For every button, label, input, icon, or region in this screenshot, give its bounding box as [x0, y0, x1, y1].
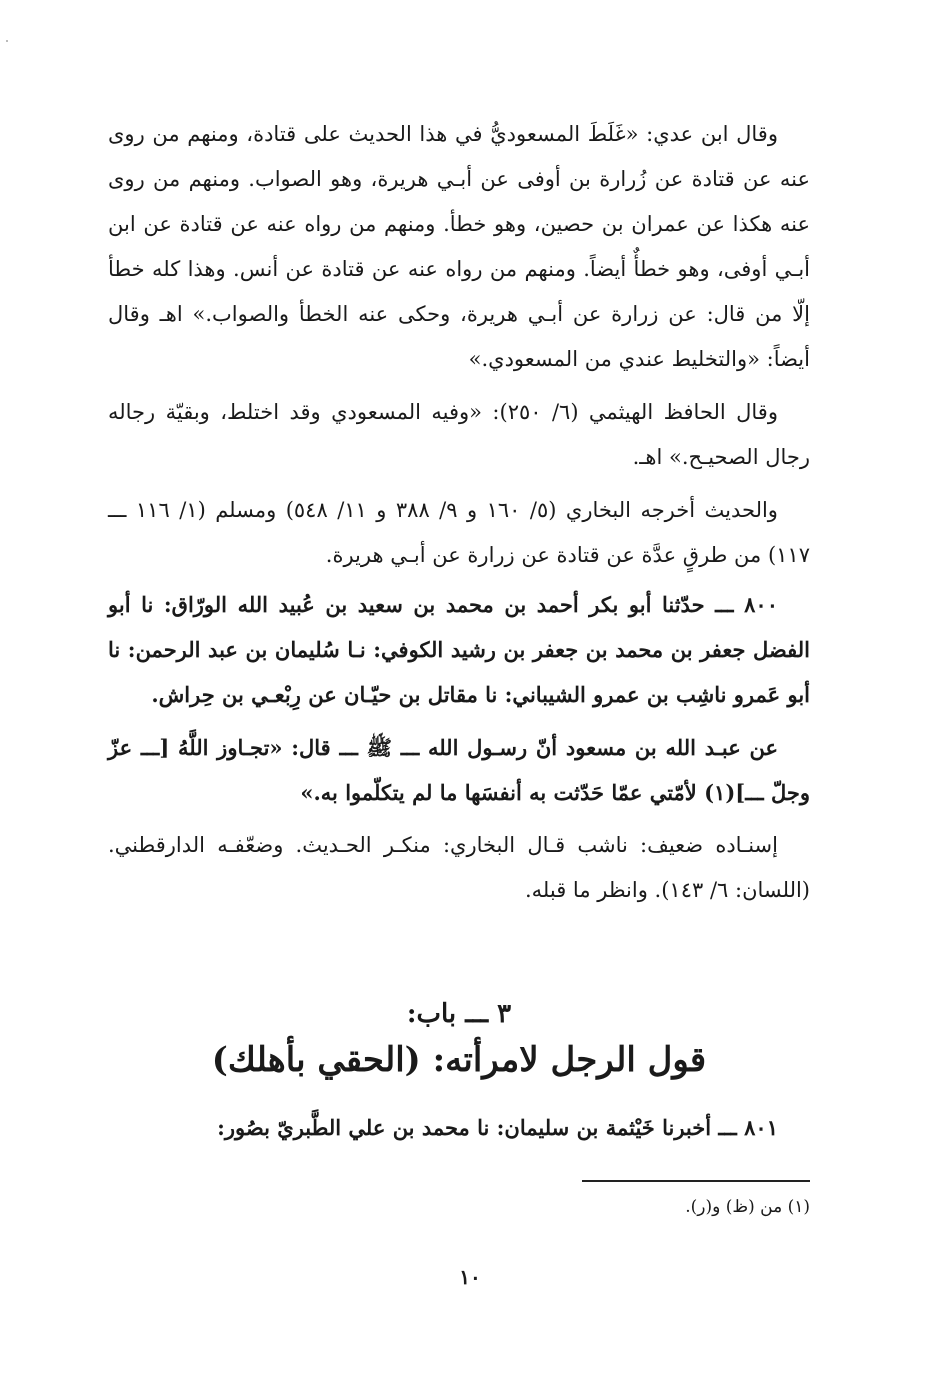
scan-speck [6, 40, 8, 42]
hadith-800-isnad: ٨٠٠ ـــ حدّثنا أبو بكر أحمد بن محمد بن سعيد بن عُبيد الله الورّاق: نا أبو الفضل جعفر بن محمد بن جعفر بن رشيد الكوفي: نـا سُليمان بن عبد الرحمن: نا أبو عَمرو ناشِب بن عمرو الشيباني: نا مقاتل بن حيّـان عن رِبْعـي بن حِراش. [108, 592, 810, 707]
main-text [108, 112, 810, 921]
hadith-801-isnad: ٨٠١ ـــ أخبرنا خَيْثمة بن سليمان: نا محمد بن علي الطَّبريّ بصُور: [217, 1115, 778, 1140]
page-number: ١٠ [459, 1265, 481, 1289]
paragraph-haythami: وقال الحافظ الهيثمي (٦/ ٢٥٠): «وفيه المسعودي وقد اختلط، وبقيّة رجاله رجال الصحيـح.» اهـ. [108, 400, 810, 469]
paragraph-takhrij: والحديث أخرجه البخاري (٥/ ١٦٠ و ٩/ ٣٨٨ و ١١/ ٥٤٨) ومسلم (١/ ١١٦ ـــ ١١٧) من طرقٍ عدَّة عن قتادة عن زرارة عن أبـي هريرة. [108, 498, 810, 567]
chapter-title: قول الرجل لامرأته: (الحقي بأهلك) [211, 1040, 707, 1080]
hadith-800-matn: عن عبـد الله بن مسعود أنّ رسـول الله ـــ ﷺ ـــ قال: «تجـاوز اللَّهُ [ـــ عزّ وجلّ ـــ](١) لأمّتي عمّا حَدّثت به أنفسَها ما لم يتكلّموا به.» [108, 735, 810, 805]
footnote-divider [582, 1180, 810, 1182]
paragraph-ibn-adi: وقال ابن عدي: «غَلَطَ المسعوديُّ في هذا الحديث على قتادة، ومنهم من روى عنه عن قتادة عن زُرارة بن أوفى عن أبـي هريرة، وهو الصواب. ومنهم من روى عنه هكذا عن عمران بن حصين، وهو خطأ. ومنهم من رواه عنه عن قتادة عن ابن أبـي أوفى، وهو خطأٌ أيضاً. ومنهم من رواه عنه عن قتادة عن أنس. وهذا كله خطأ إلّا من قال: عن زرارة عن أبـي هريرة، وحكى عنه الخطأ والصواب.» اهـ وقال أيضاً: «والتخليط عندي من المسعودي.» [108, 122, 810, 371]
footnote: (١) من (ظ) و(ر). [685, 1197, 810, 1217]
chapter-heading [108, 994, 810, 1086]
chapter-label: ٣ ـــ باب: [406, 999, 512, 1029]
paragraph-isnad-grading: إسنـاده ضعيف: ناشب قـال البخاري: منكـر الحـديث. وضعّفـه الدارقطني. (اللسان: ٦/ ١٤٣). وانظر ما قبله. [108, 833, 810, 902]
